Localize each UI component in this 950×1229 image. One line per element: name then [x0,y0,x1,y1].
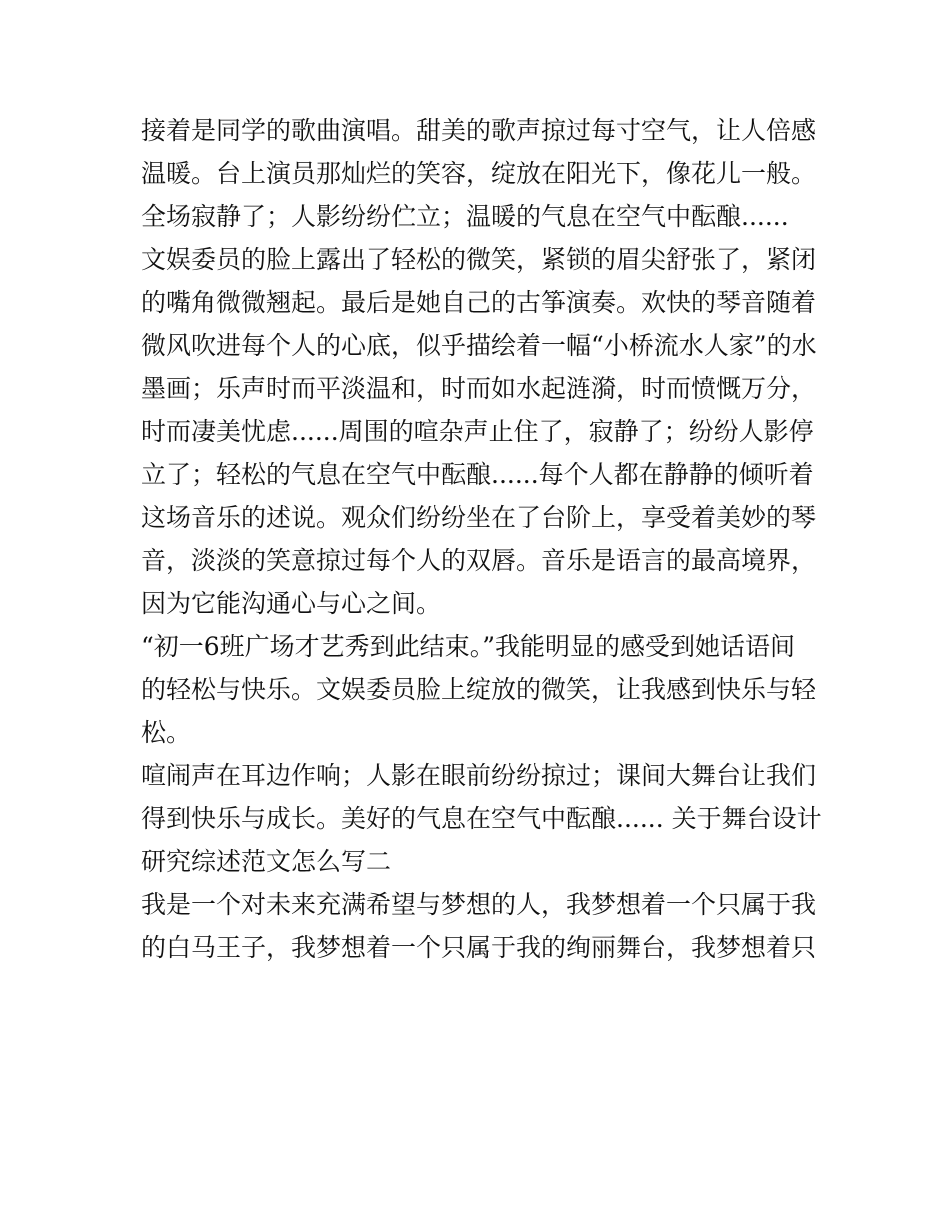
text-line: 音，淡淡的笑意掠过每个人的双唇。音乐是语言的最高境界， [141,546,817,575]
text-line: 的嘴角微微翘起。最后是她自己的古筝演奏。欢快的琴音随着 [141,288,817,317]
text-line: 温暖。台上演员那灿烂的笑容，绽放在阳光下，像花儿一般。 [141,159,817,188]
text-line: 接着是同学的歌曲演唱。甜美的歌声掠过每寸空气，让人倍感 [141,116,817,145]
text-line: 松。 [141,718,192,747]
text-line: 因为它能沟通心与心之间。 [141,589,442,618]
text-line: 全场寂静了；人影纷纷伫立；温暖的气息在空气中酝酿...... [141,202,789,231]
text-line: 得到快乐与成长。美好的气息在空气中酝酿...... 关于舞台设计 [141,804,822,833]
text-line: 研究综述范文怎么写二 [141,847,392,876]
text-line: 我是一个对未来充满希望与梦想的人，我梦想着一个只属于我 [141,890,817,919]
text-line: 的白马王子，我梦想着一个只属于我的绚丽舞台，我梦想着只 [141,933,817,962]
text-line: 微风吹进每个人的心底，似乎描绘着一幅“小桥流水人家”的水 [141,331,817,360]
text-line: 时而凄美忧虑......周围的喧杂声止住了，寂静了；纷纷人影停 [141,417,814,446]
text-line: 文娱委员的脸上露出了轻松的微笑，紧锁的眉尖舒张了，紧闭 [141,245,817,274]
text-line: 的轻松与快乐。文娱委员脸上绽放的微笑，让我感到快乐与轻 [141,675,817,704]
text-line: 这场音乐的述说。观众们纷纷坐在了台阶上，享受着美妙的琴 [141,503,817,532]
text-line: “初一6班广场才艺秀到此结束。”我能明显的感受到她话语间 [141,632,795,661]
body-text [141,109,821,969]
text-line: 喧闹声在耳边作响；人影在眼前纷纷掠过；课间大舞台让我们 [141,761,817,790]
text-line: 墨画；乐声时而平淡温和，时而如水起涟漪，时而愤慨万分， [141,374,817,403]
text-line: 立了；轻松的气息在空气中酝酿......每个人都在静静的倾听着 [141,460,814,489]
